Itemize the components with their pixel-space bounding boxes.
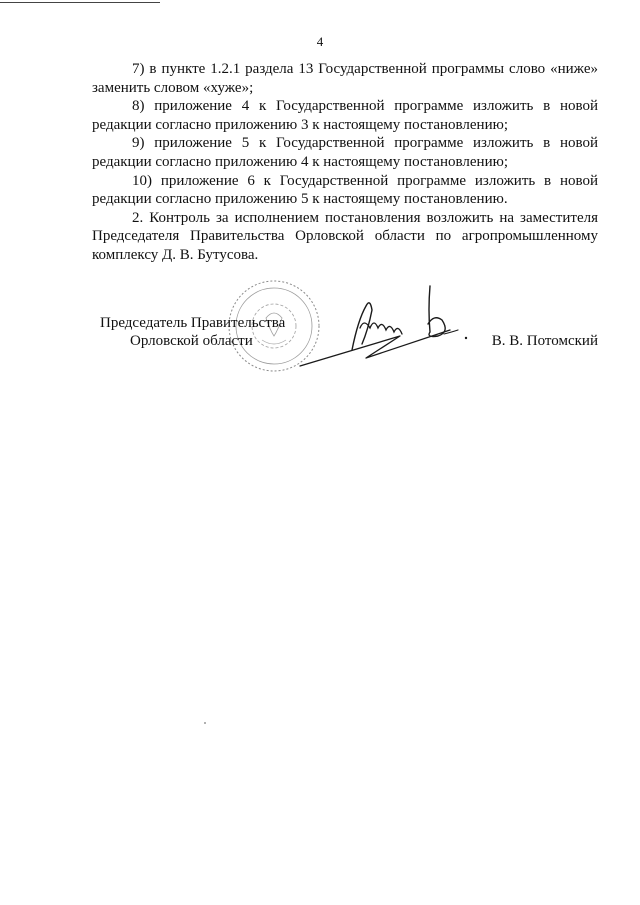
paragraph-control-clause: 2. Контроль за исполнением постановления возложить на заместителя Председателя Правительства Орловской области по агропромышленному комплексу Д. В. Бутусова. [92, 209, 598, 263]
paragraph-item-9: 9) приложение 5 к Государственной программе изложить в новой редакции согласно приложению 4 к настоящему постановлению; [92, 135, 598, 170]
paragraph-item-10: 10) приложение 6 к Государственной программе изложить в новой редакции согласно приложению 5 к настоящему постановлению. [92, 172, 598, 208]
handwritten-signature-icon [280, 280, 480, 375]
signatory-title-line-1: Председатель Правительства [100, 315, 286, 331]
paragraph-item-8: 8) приложение 4 к Государственной программе изложить в новой редакции согласно приложению 3 к настоящему постановлению; [92, 98, 598, 133]
page-number: 4 [316, 34, 324, 49]
signatory-title [100, 314, 285, 350]
document-body [92, 60, 598, 265]
signatory-name: В. В. Потомский [491, 333, 598, 349]
paragraph-item-7: 7) в пункте 1.2.1 раздела 13 Государственной программы слово «ниже» заменить словом «хуже»; [92, 61, 598, 96]
signatory-title-line-2: Орловской области [130, 333, 253, 349]
scan-speck [204, 722, 206, 724]
top-rule [0, 2, 160, 3]
